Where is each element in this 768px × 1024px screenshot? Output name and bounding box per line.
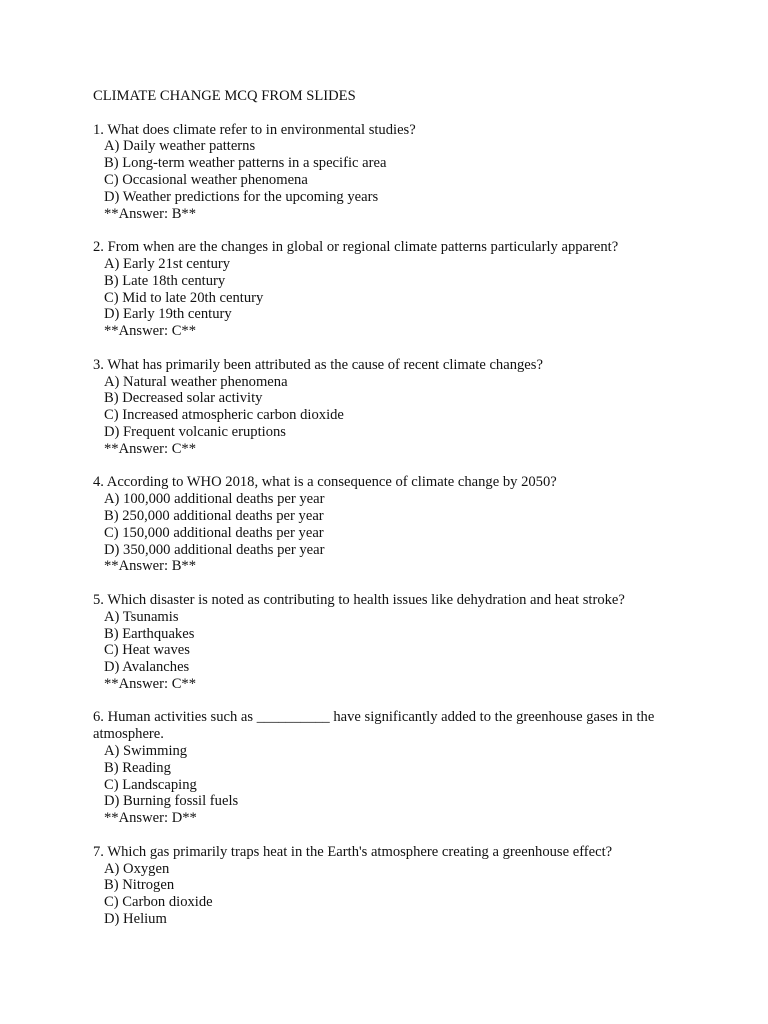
option-b: B) Late 18th century <box>104 272 226 289</box>
answer-line: **Answer: C** <box>104 440 197 457</box>
option-d: D) Burning fossil fuels <box>104 793 239 810</box>
question-text: 7. Which gas primarily traps heat in the Earth's atmosphere creating a greenhouse effect? <box>93 843 613 860</box>
answer-line: **Answer: C** <box>104 675 197 692</box>
option-d: D) Frequent volcanic eruptions <box>104 423 286 440</box>
question-7 <box>93 844 672 928</box>
option-a: A) Swimming <box>104 743 188 760</box>
question-1 <box>93 122 672 223</box>
question-text: 3. What has primarily been attributed as the cause of recent climate changes? <box>93 356 543 373</box>
option-c: C) Occasional weather phenomena <box>104 171 308 188</box>
question-text: 4. According to WHO 2018, what is a consequence of climate change by 2050? <box>93 474 557 491</box>
option-b: B) Nitrogen <box>104 877 175 894</box>
option-a: A) Daily weather patterns <box>104 138 256 155</box>
question-2 <box>93 239 672 340</box>
answer-line: **Answer: C** <box>104 323 197 340</box>
option-b: B) Earthquakes <box>104 625 195 642</box>
page-title: CLIMATE CHANGE MCQ FROM SLIDES <box>93 88 356 104</box>
option-b: B) 250,000 additional deaths per year <box>104 507 324 524</box>
option-d: D) 350,000 additional deaths per year <box>104 541 325 558</box>
option-c: C) Mid to late 20th century <box>104 289 264 306</box>
option-c: C) Heat waves <box>104 642 190 659</box>
question-text: 1. What does climate refer to in environmental studies? <box>93 121 416 138</box>
question-text: 2. From when are the changes in global or regional climate patterns particularly apparent? <box>93 239 619 256</box>
option-b: B) Decreased solar activity <box>104 390 263 407</box>
option-a: A) Early 21st century <box>104 255 231 272</box>
answer-line: **Answer: D** <box>104 810 197 827</box>
option-a: A) Tsunamis <box>104 608 179 625</box>
option-c: C) Carbon dioxide <box>104 894 213 911</box>
option-d: D) Avalanches <box>104 659 190 676</box>
option-c: C) 150,000 additional deaths per year <box>104 524 324 541</box>
question-6 <box>93 709 672 827</box>
option-d: D) Early 19th century <box>104 306 232 323</box>
option-d: D) Helium <box>104 911 167 928</box>
question-text: 5. Which disaster is noted as contributing to health issues like dehydration and heat stroke? <box>93 591 625 608</box>
option-b: B) Reading <box>104 759 171 776</box>
answer-line: **Answer: B** <box>104 558 197 575</box>
option-a: A) Oxygen <box>104 860 170 877</box>
option-c: C) Increased atmospheric carbon dioxide <box>104 407 344 424</box>
option-a: A) Natural weather phenomena <box>104 373 288 390</box>
question-5 <box>93 592 672 693</box>
question-3 <box>93 357 672 458</box>
option-b: B) Long-term weather patterns in a specific area <box>104 155 387 172</box>
option-c: C) Landscaping <box>104 776 197 793</box>
answer-line: **Answer: B** <box>104 205 197 222</box>
question-text: 6. Human activities such as __________ have significantly added to the greenhouse gases in the atmosphere. <box>93 709 655 743</box>
question-4 <box>93 474 672 575</box>
option-a: A) 100,000 additional deaths per year <box>104 491 325 508</box>
option-d: D) Weather predictions for the upcoming years <box>104 188 379 205</box>
